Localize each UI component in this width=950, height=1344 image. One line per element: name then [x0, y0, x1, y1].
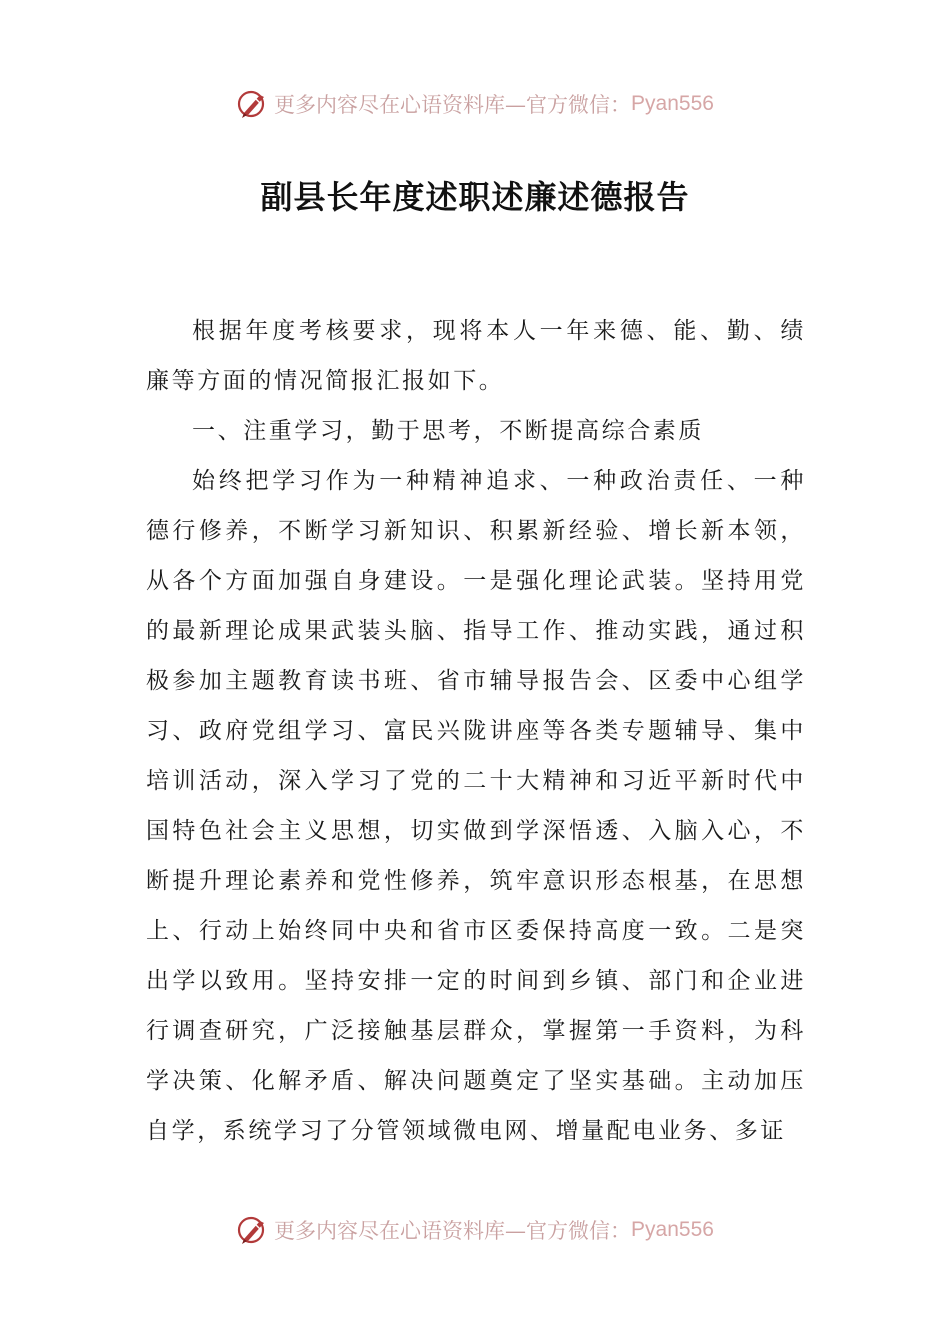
- watermark-wechat-id: Pyan556: [631, 1218, 714, 1241]
- footer-watermark: [0, 1210, 950, 1250]
- pen-logo-icon: [236, 87, 270, 121]
- paragraph: 始终把学习作为一种精神追求、一种政治责任、一种德行修养，不断学习新知识、积累新经验、增长新本领，从各个方面加强自身建设。一是强化理论武装。坚持用党的最新理论成果武装头脑、指导工作、推动实践，通过积极参加主题教育读书班、省市辅导报告会、区委中心组学习、政府党组学习、富民兴陇讲座等各类专题辅导、集中培训活动，深入学习了党的二十大精神和习近平新时代中国特色社会主义思想，切实做到学深悟透、入脑入心，不断提升理论素养和党性修养，筑牢意识形态根基，在思想上、行动上始终同中央和省市区委保持高度一致。二是突出学以致用。坚持安排一定的时间到乡镇、部门和企业进行调查研究，广泛接触基层群众，掌握第一手资料，为科学决策、化解矛盾、解决问题奠定了坚实基础。主动加压自学，系统学习了分管领域微电网、增量配电业务、多证: [146, 468, 806, 1144]
- pen-logo-icon: [236, 1213, 270, 1247]
- watermark-text: 更多内容尽在心语资料库—官方微信：: [274, 93, 632, 117]
- header-watermark: [0, 84, 950, 124]
- document-title: 副县长年度述职述廉述德报告: [260, 178, 690, 216]
- document-body: [146, 306, 806, 1156]
- watermark-wechat-id: Pyan556: [631, 92, 714, 115]
- section-heading: 一、注重学习，勤于思考，不断提高综合素质: [192, 418, 704, 444]
- watermark-text: 更多内容尽在心语资料库—官方微信：: [274, 1219, 632, 1243]
- paragraph: 根据年度考核要求，现将本人一年来德、能、勤、绩廉等方面的情况简报汇报如下。: [146, 318, 806, 394]
